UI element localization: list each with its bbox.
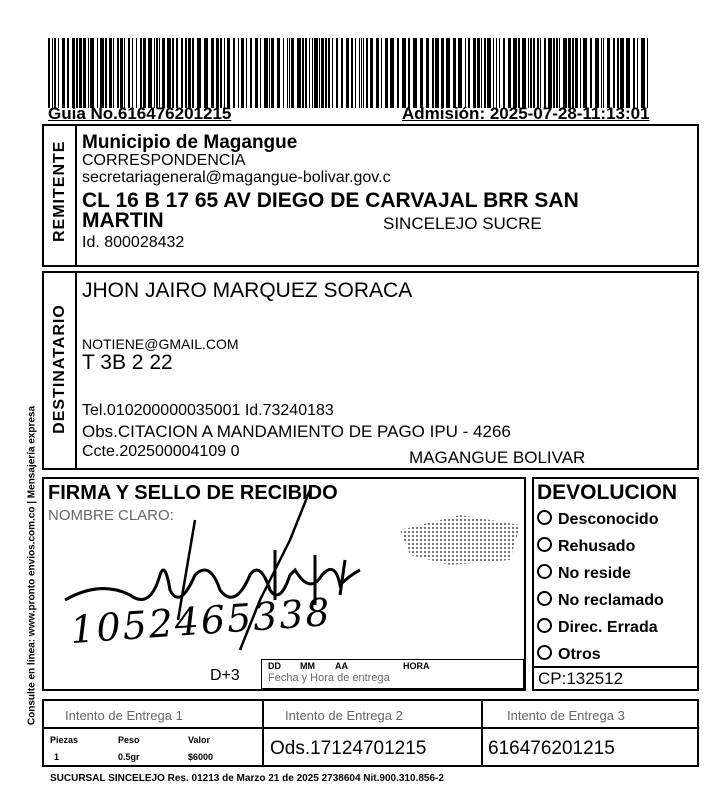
peso-value: 0.5gr: [118, 752, 140, 762]
piezas-value: 1: [54, 752, 60, 762]
remitente-city: SINCELEJO SUCRE: [383, 214, 542, 233]
valor-value: $6000: [188, 752, 214, 762]
devolucion-option-desconocido[interactable]: [537, 510, 658, 529]
remitente-label: REMITENTE: [51, 140, 68, 242]
intento-3-label: Intento de Entrega 3: [507, 708, 625, 723]
devolucion-option-no-reside[interactable]: [537, 564, 631, 583]
admision-date: Admisión: 2025-07-28-11:13:01: [402, 104, 650, 123]
nombre-claro-label: NOMBRE CLARO:: [48, 507, 174, 524]
remitente-address: CL 16 B 17 65 AV DIEGO DE CARVAJAL BRR SAN: [82, 189, 579, 212]
devolucion-option-rehusado[interactable]: [537, 537, 635, 556]
fecha-aa: AA: [335, 661, 348, 671]
ods-number: Ods.17124701215: [270, 738, 427, 759]
option-label: Desconocido: [558, 511, 659, 528]
intento-1-label: Intento de Entrega 1: [65, 708, 183, 723]
guia-number: Guia No.616476201215: [48, 104, 232, 123]
fecha-mm: MM: [300, 661, 315, 671]
remitente-email: secretariageneral@magangue-bolivar.gov.c: [82, 169, 391, 186]
plazo-label: D+3: [210, 667, 240, 684]
remitente-dept: CORRESPONDENCIA: [82, 152, 246, 169]
destinatario-name: JHON JAIRO MARQUEZ SORACA: [82, 279, 413, 302]
remitente-name: Municipio de Magangue: [82, 132, 298, 153]
radio-icon: [537, 564, 552, 579]
side-url-text: Consulte en línea: www.pronto envios.com.co | Mensajería expresa: [26, 405, 38, 726]
destinatario-label: DESTINATARIO: [51, 304, 68, 434]
handwritten-id: 1052465338: [68, 589, 333, 653]
barcode: [48, 38, 648, 108]
radio-icon: [537, 510, 552, 525]
remitente-divider: [75, 124, 77, 267]
radio-icon: [537, 537, 552, 552]
option-label: Otros: [558, 646, 601, 663]
remitente-address-2: MARTIN: [82, 209, 164, 232]
destinatario-address: T 3B 2 22: [82, 351, 173, 374]
destinatario-ccte: Ccte.202500004109 0: [82, 443, 240, 460]
postal-code: CP:132512: [538, 669, 624, 688]
cp-divider: [532, 666, 699, 668]
piezas-header: Piezas: [50, 735, 79, 745]
option-label: No reside: [558, 565, 631, 582]
peso-header: Peso: [118, 735, 140, 745]
devolucion-option-otros[interactable]: [537, 645, 601, 664]
radio-icon: [537, 591, 552, 606]
option-label: No reclamado: [558, 592, 664, 609]
destinatario-city: MAGANGUE BOLIVAR: [409, 448, 586, 467]
stamp-smudge: [400, 515, 520, 565]
option-label: Direc. Errada: [558, 619, 658, 636]
fecha-dd: DD: [268, 661, 281, 671]
guia-number-bottom: 616476201215: [488, 738, 615, 759]
remitente-id: Id. 800028432: [82, 234, 185, 251]
footer-text: SUCURSAL SINCELEJO Res. 01213 de Marzo 21 de 2025 2738604 Nit.900.310.856-2: [50, 773, 444, 784]
devolucion-title: DEVOLUCION: [537, 481, 678, 504]
devolucion-option-no-reclamado[interactable]: [537, 591, 664, 610]
fecha-caption: Fecha y Hora de entrega: [268, 672, 390, 684]
destinatario-email: NOTIENE@GMAIL.COM: [82, 336, 239, 352]
destinatario-obs: Obs.CITACION A MANDAMIENTO DE PAGO IPU - 4266: [82, 422, 511, 441]
option-label: Rehusado: [558, 538, 636, 555]
intento-2-label: Intento de Entrega 2: [285, 708, 403, 723]
firma-title: FIRMA Y SELLO DE RECIBIDO: [48, 482, 338, 504]
destinatario-tel: Tel.010200000035001 Id.73240183: [82, 402, 334, 419]
destinatario-divider: [75, 271, 77, 470]
radio-icon: [537, 618, 552, 633]
radio-icon: [537, 645, 552, 660]
devolucion-option-direc-errada[interactable]: [537, 618, 658, 637]
valor-header: Valor: [188, 735, 211, 745]
fecha-hora: HORA: [403, 661, 430, 671]
